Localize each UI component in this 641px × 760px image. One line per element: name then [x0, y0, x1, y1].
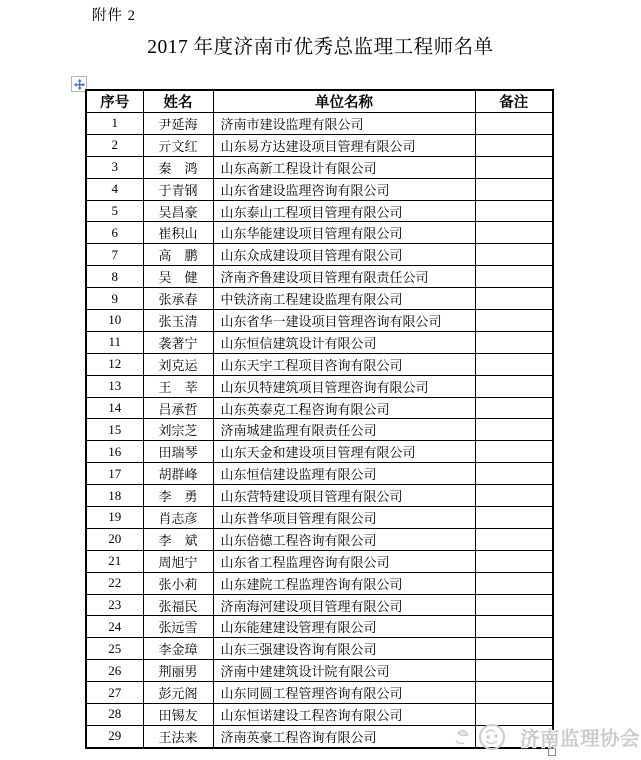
company-cell: 山东泰山工程项目管理有限公司 — [213, 200, 475, 222]
row-number-cell: 20 — [86, 528, 143, 550]
table-row — [86, 463, 553, 485]
row-number-cell: 5 — [86, 200, 143, 222]
name-cell: 刘克运 — [143, 353, 213, 375]
row-number-cell: 19 — [86, 507, 143, 529]
table-row — [86, 725, 553, 747]
row-number-cell: 29 — [86, 725, 143, 747]
company-cell: 济南城建监理有限责任公司 — [213, 419, 475, 441]
name-cell: 尹延海 — [143, 113, 213, 135]
remark-cell — [475, 638, 553, 660]
name-cell: 王法来 — [143, 725, 213, 747]
attachment-label: 附件 2 — [92, 8, 136, 24]
name-cell: 于青钢 — [143, 178, 213, 200]
page-title: 2017 年度济南市优秀总监理工程师名单 — [147, 37, 494, 58]
table-row — [86, 507, 553, 529]
header-no: 序号 — [86, 90, 143, 113]
table-row — [86, 594, 553, 616]
remark-cell — [475, 572, 553, 594]
row-number-cell: 12 — [86, 353, 143, 375]
table-row — [86, 528, 553, 550]
company-cell: 山东恒诺建设工程咨询有限公司 — [213, 704, 475, 726]
table-row — [86, 310, 553, 332]
company-cell: 山东普华项目管理有限公司 — [213, 507, 475, 529]
row-number-cell: 2 — [86, 134, 143, 156]
table-row — [86, 704, 553, 726]
name-cell: 田锡友 — [143, 704, 213, 726]
row-number-cell: 23 — [86, 594, 143, 616]
header-company: 单位名称 — [213, 90, 475, 113]
name-cell: 吴昌豪 — [143, 200, 213, 222]
name-cell: 吴 健 — [143, 266, 213, 288]
remark-cell — [475, 375, 553, 397]
row-number-cell: 25 — [86, 638, 143, 660]
company-cell: 山东高新工程设计有限公司 — [213, 156, 475, 178]
table-row — [86, 375, 553, 397]
name-cell: 李金璋 — [143, 638, 213, 660]
table-row — [86, 288, 553, 310]
table-row — [86, 441, 553, 463]
roster-table — [85, 89, 554, 749]
table-row — [86, 572, 553, 594]
remark-cell — [475, 725, 553, 747]
name-cell: 高 鹏 — [143, 244, 213, 266]
header-remark: 备注 — [475, 90, 553, 113]
remark-cell — [475, 178, 553, 200]
remark-cell — [475, 594, 553, 616]
name-cell: 彭元阁 — [143, 682, 213, 704]
remark-cell — [475, 682, 553, 704]
name-cell: 周旭宁 — [143, 550, 213, 572]
table-row — [86, 419, 553, 441]
table-row — [86, 156, 553, 178]
row-number-cell: 15 — [86, 419, 143, 441]
name-cell: 吕承哲 — [143, 397, 213, 419]
remark-cell — [475, 156, 553, 178]
company-cell: 山东建院工程监理咨询有限公司 — [213, 572, 475, 594]
company-cell: 山东倍德工程咨询有限公司 — [213, 528, 475, 550]
table-body — [86, 113, 553, 748]
remark-cell — [475, 485, 553, 507]
name-cell: 荆丽男 — [143, 660, 213, 682]
row-number-cell: 7 — [86, 244, 143, 266]
name-cell: 张承春 — [143, 288, 213, 310]
name-cell: 亓文红 — [143, 134, 213, 156]
row-number-cell: 3 — [86, 156, 143, 178]
table-row — [86, 353, 553, 375]
row-number-cell: 4 — [86, 178, 143, 200]
remark-cell — [475, 463, 553, 485]
table-row — [86, 134, 553, 156]
row-number-cell: 24 — [86, 616, 143, 638]
name-cell: 张福民 — [143, 594, 213, 616]
company-cell: 山东天金和建设项目管理有限公司 — [213, 441, 475, 463]
company-cell: 山东能建建设管理有限公司 — [213, 616, 475, 638]
company-cell: 山东省建设监理咨询有限公司 — [213, 178, 475, 200]
row-number-cell: 8 — [86, 266, 143, 288]
watermark-text: 济南监理协会 — [520, 728, 641, 750]
company-cell: 山东易方达建设项目管理有限公司 — [213, 134, 475, 156]
row-number-cell: 27 — [86, 682, 143, 704]
remark-cell — [475, 660, 553, 682]
remark-cell — [475, 113, 553, 135]
name-cell: 张玉清 — [143, 310, 213, 332]
company-cell: 济南市建设监理有限公司 — [213, 113, 475, 135]
company-cell: 济南齐鲁建设项目管理有限责任公司 — [213, 266, 475, 288]
remark-cell — [475, 704, 553, 726]
name-cell: 张小莉 — [143, 572, 213, 594]
company-cell: 山东省华一建设项目管理咨询有限公司 — [213, 310, 475, 332]
remark-cell — [475, 331, 553, 353]
row-number-cell: 6 — [86, 222, 143, 244]
table-move-icon — [74, 79, 85, 90]
table-row — [86, 660, 553, 682]
row-number-cell: 21 — [86, 550, 143, 572]
name-cell: 田瑞琴 — [143, 441, 213, 463]
row-number-cell: 22 — [86, 572, 143, 594]
name-cell: 张远雪 — [143, 616, 213, 638]
name-cell: 王 莘 — [143, 375, 213, 397]
table-row — [86, 222, 553, 244]
company-cell: 山东恒信建设监理有限公司 — [213, 463, 475, 485]
company-cell: 山东恒信建筑设计有限公司 — [213, 331, 475, 353]
name-cell: 肖志彦 — [143, 507, 213, 529]
remark-cell — [475, 419, 553, 441]
company-cell: 山东贝特建筑项目管理咨询有限公司 — [213, 375, 475, 397]
company-cell: 山东省工程监理咨询有限公司 — [213, 550, 475, 572]
name-cell: 李 斌 — [143, 528, 213, 550]
name-cell: 李 勇 — [143, 485, 213, 507]
row-number-cell: 11 — [86, 331, 143, 353]
remark-cell — [475, 200, 553, 222]
table-row — [86, 178, 553, 200]
header-name: 姓名 — [143, 90, 213, 113]
remark-cell — [475, 353, 553, 375]
row-number-cell: 16 — [86, 441, 143, 463]
company-cell: 济南中建建筑设计院有限公司 — [213, 660, 475, 682]
company-cell: 济南海河建设项目管理有限公司 — [213, 594, 475, 616]
row-number-cell: 1 — [86, 113, 143, 135]
name-cell: 崔积山 — [143, 222, 213, 244]
header-row — [86, 90, 553, 113]
table-resize-handle[interactable] — [548, 748, 556, 756]
table-row — [86, 113, 553, 135]
row-number-cell: 13 — [86, 375, 143, 397]
table-row — [86, 616, 553, 638]
row-number-cell: 17 — [86, 463, 143, 485]
name-cell: 胡群峰 — [143, 463, 213, 485]
name-cell: 刘宗芝 — [143, 419, 213, 441]
table-row — [86, 397, 553, 419]
table-row — [86, 244, 553, 266]
row-number-cell: 26 — [86, 660, 143, 682]
row-number-cell: 10 — [86, 310, 143, 332]
company-cell: 山东同圆工程管理咨询有限公司 — [213, 682, 475, 704]
company-cell: 山东英泰克工程咨询有限公司 — [213, 397, 475, 419]
table-row — [86, 331, 553, 353]
company-cell: 山东华能建设项目管理有限公司 — [213, 222, 475, 244]
remark-cell — [475, 528, 553, 550]
row-number-cell: 9 — [86, 288, 143, 310]
remark-cell — [475, 222, 553, 244]
table-row — [86, 266, 553, 288]
remark-cell — [475, 397, 553, 419]
table-row — [86, 485, 553, 507]
table-row — [86, 200, 553, 222]
name-cell: 袭著宁 — [143, 331, 213, 353]
company-cell: 山东营特建设项目管理有限公司 — [213, 485, 475, 507]
remark-cell — [475, 616, 553, 638]
row-number-cell: 28 — [86, 704, 143, 726]
remark-cell — [475, 266, 553, 288]
company-cell: 山东众成建设项目管理有限公司 — [213, 244, 475, 266]
table-row — [86, 550, 553, 572]
remark-cell — [475, 441, 553, 463]
company-cell: 山东天宇工程项目咨询有限公司 — [213, 353, 475, 375]
company-cell: 中铁济南工程建设监理有限公司 — [213, 288, 475, 310]
row-number-cell: 14 — [86, 397, 143, 419]
remark-cell — [475, 134, 553, 156]
remark-cell — [475, 288, 553, 310]
table-row — [86, 682, 553, 704]
remark-cell — [475, 507, 553, 529]
remark-cell — [475, 244, 553, 266]
table-row — [86, 638, 553, 660]
remark-cell — [475, 550, 553, 572]
row-number-cell: 18 — [86, 485, 143, 507]
name-cell: 秦 鸿 — [143, 156, 213, 178]
company-cell: 山东三强建设咨询有限公司 — [213, 638, 475, 660]
remark-cell — [475, 310, 553, 332]
company-cell: 济南英豪工程咨询有限公司 — [213, 725, 475, 747]
